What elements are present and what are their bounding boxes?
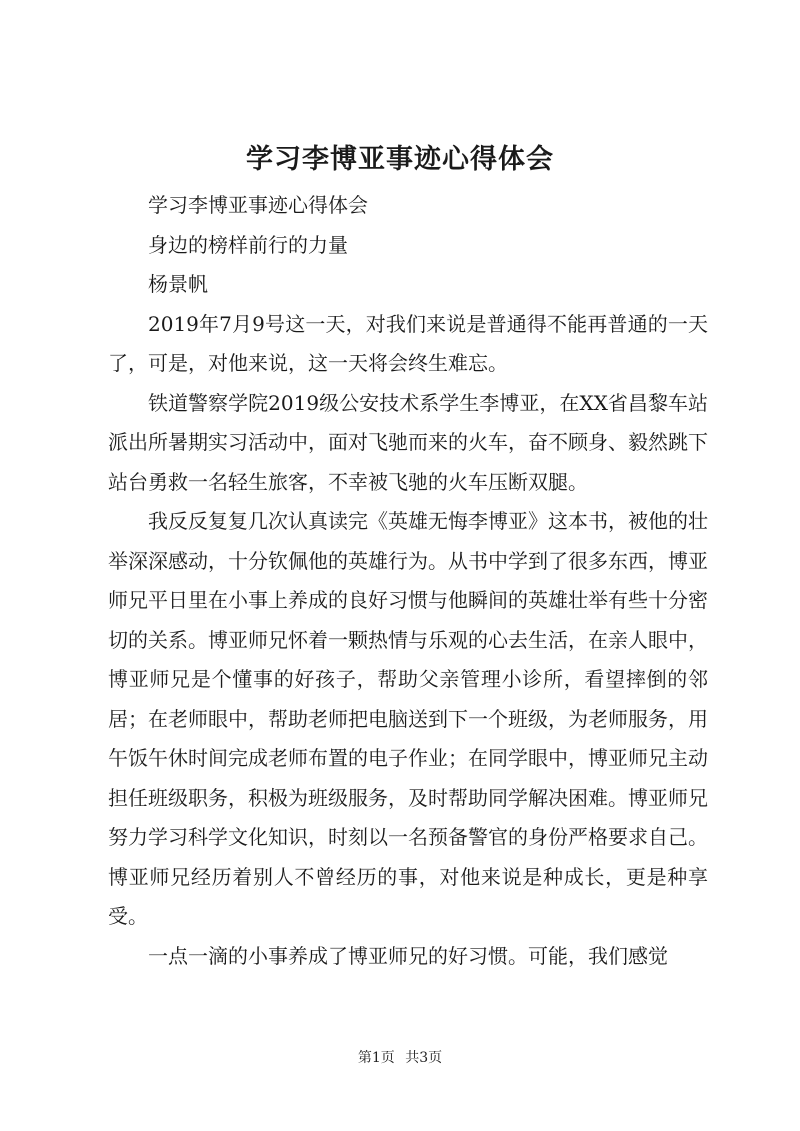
page-number: 第1页 <box>357 1050 395 1066</box>
paragraph: 我反反复复几次认真读完《英雄无悔李博亚》这本书，被他的壮举深深感动，十分钦佩他的英雄行为。从书中学到了很多东西，博亚师兄平日里在小事上养成的良好习惯与他瞬间的英雄壮举有些十分密切的关系。博亚师兄怀着一颗热情与乐观的心去生活，在亲人眼中，博亚师兄是个懂事的好孩子，帮助父亲管理小诊所，看望摔倒的邻居；在老师眼中，帮助老师把电脑送到下一个班级，为老师服务，用午饭午休时间完成老师布置的电子作业；在同学眼中，博亚师兄主动担任班级职务，积极为班级服务，及时帮助同学解决困难。博亚师兄努力学习科学文化知识，时刻以一名预备警官的身份严格要求自己。博亚师兄经历着别人不曾经历的事，对他来说是种成长，更是种享受。 <box>108 509 708 928</box>
slogan-line: 身边的榜样前行的力量 <box>148 232 348 257</box>
author-name: 杨景帆 <box>148 272 208 296</box>
page-total: 共3页 <box>405 1050 443 1066</box>
document-body <box>108 186 708 976</box>
paragraph: 一点一滴的小事养成了博亚师兄的好习惯。可能，我们感觉 <box>148 943 668 968</box>
paragraph: 铁道警察学院2019级公安技术系学生李博亚，在XX省昌黎车站派出所暑期实习活动中，面对飞驰而来的火车，奋不顾身、毅然跳下站台勇救一名轻生旅客，不幸被飞驰的火车压断双腿。 <box>108 390 708 494</box>
subtitle-line: 学习李博亚事迹心得体会 <box>148 193 368 217</box>
page-footer <box>0 1047 800 1067</box>
document-title: 学习李博亚事迹心得体会 <box>246 144 554 175</box>
paragraph: 2019年7月9号这一天，对我们来说是普通得不能再普通的一天了，可是，对他来说，这一天将会终生难忘。 <box>108 311 708 375</box>
